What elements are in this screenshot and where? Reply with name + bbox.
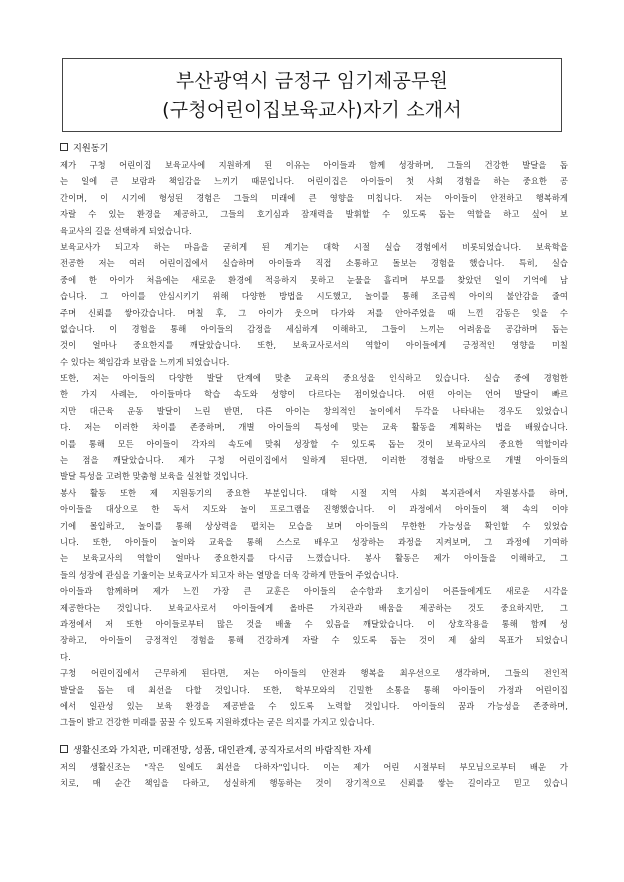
document-body — [60, 139, 568, 791]
paragraph-line: 육교사의 길을 선택하게 되었습니다. — [60, 225, 192, 236]
paragraph — [60, 583, 568, 665]
paragraph-line: 한 가지 사례는, 아이들마다 학습 속도와 성향이 다르다는 점이었습니다. 어떤 아이는 언어 발달이 빠르 — [60, 389, 568, 400]
paragraph-line: 에서 일관성 있는 보육 환경을 제공받을 수 있도록 노력할 것입니다. 아이들의 꿈과 가능성을 존중하며, — [60, 700, 568, 711]
paragraph-line: 없습니다. 이 경험을 통해 아이들의 감정을 세심하게 이해하고, 그들이 느끼는 어려움을 공감하며 돕는 — [60, 323, 568, 334]
paragraph-line: 아이들을 대상으로 한 독서 지도와 놀이 프로그램을 진행했습니다. 이 과정에서 아이들이 책 속의 이야 — [60, 504, 568, 515]
paragraph-line: 제공한다는 것입니다. 보육교사로서 아이들에게 올바른 가치관과 배움을 제공하는 것도 중요하지만, 그 — [60, 602, 568, 613]
paragraph-line: 다. — [60, 651, 71, 662]
section-heading — [60, 141, 568, 157]
paragraph — [60, 370, 568, 485]
paragraph-line: 발달을 돕는 데 최선을 다할 것입니다. 또한, 학부모와의 긴밀한 소통을 통해 아이들이 가정과 어린이집 — [60, 684, 568, 695]
paragraph-line: 다. 저는 이러한 차이를 존중하며, 개별 아이들의 특성에 맞는 교육 활동을 계획하는 법을 배웠습니다. — [60, 422, 568, 433]
paragraph — [60, 239, 568, 370]
paragraph-line: 저의 생활신조는 "작은 일에도 최선을 다하자"입니다. 이는 제가 어린 시절부터 부모님으로부터 배운 가 — [60, 761, 568, 772]
paragraph-line: 니다. 또한, 아이들이 놀이와 교육을 통해 스스로 배우고 성장하는 과정을 지켜보며, 그 과정에 기여하 — [60, 536, 568, 547]
paragraph-line: 구청 어린이집에서 근무하게 된다면, 저는 아이들의 안전과 행복을 최우선으로 생각하며, 그들의 전인적 — [60, 668, 568, 679]
paragraph-line: 전공한 저는 여러 어린이집에서 실습하며 아이들과 직접 소통하고 돌보는 경험을 했습니다. 특히, 실습 — [60, 258, 568, 269]
paragraph-line: 또한, 저는 아이들의 다양한 발달 단계에 맞춘 교육의 중요성을 인식하고 있습니다. 실습 중에 경험한 — [60, 373, 568, 384]
paragraph-line: 아이들과 함께하며 제가 느낀 가장 큰 교훈은 아이들의 순수함과 호기심이 어른들에게도 새로운 시각을 — [60, 586, 568, 597]
paragraph-line: 것이 얼마나 중요한지를 깨달았습니다. 또한, 보육교사로서의 역할이 아이들에게 긍정적인 영향을 미칠 — [60, 340, 568, 351]
square-bullet-icon — [60, 143, 68, 151]
paragraph-line: 지만 대근육 운동 발달이 느린 반면, 다른 아이는 창의적인 놀이에서 두각을 나타내는 경우도 있었습니 — [60, 405, 568, 416]
paragraph-line: 들의 성장에 관심을 기울이는 보육교사가 되고자 하는 열망을 더욱 강하게 만들어 주었습니다. — [60, 569, 399, 580]
paragraph-line: 보육교사가 되고자 하는 마음을 굳히게 된 계기는 대학 시절 실습 경험에서 비롯되었습니다. 보육학을 — [60, 241, 568, 252]
paragraph — [60, 665, 568, 731]
paragraph-line: 기에 몰입하고, 놀이를 통해 상상력을 펼치는 모습을 보며 아이들의 무한한 가능성을 확인할 수 있었습 — [60, 520, 568, 531]
document-title-line-2: (구청어린이집보육교사)자기 소개서 — [162, 99, 462, 121]
paragraph-line: 습니다. 그 아이를 안심시키기 위해 다양한 방법을 시도했고, 놀이를 통해 조금씩 아이의 불안감을 줄여 — [60, 291, 568, 302]
paragraph-line: 는 점을 깨달았습니다. 제가 구청 어린이집에서 일하게 된다면, 이러한 경험을 바탕으로 개별 아이들의 — [60, 455, 568, 466]
document-title-box — [62, 58, 562, 132]
paragraph-line: 발달 특성을 고려한 맞춤형 보육을 실천할 것입니다. — [60, 471, 249, 482]
paragraph-line: 이를 통해 모든 아이들이 각자의 속도에 맞춰 성장할 수 있도록 돕는 것이 보육교사의 중요한 역할이라 — [60, 438, 568, 449]
square-bullet-icon — [60, 745, 68, 753]
section-heading-text: 생활신조와 가치관, 미래전망, 성품, 대인관계, 공직자로서의 바람직한 자세 — [73, 744, 372, 756]
paragraph — [60, 157, 568, 239]
section-heading — [60, 743, 568, 759]
paragraph-line: 치로, 매 순간 책임을 다하고, 성실하게 행동하는 것이 장기적으로 신뢰를 쌓는 길이라고 믿고 있습니 — [60, 778, 568, 789]
paragraph-line: 는 보육교사의 역할이 얼마나 중요한지를 다시금 느꼈습니다. 봉사 활동은 제가 아이들을 이해하고, 그 — [60, 553, 568, 564]
paragraph-line: 장하고, 아이들이 긍정적인 경험을 통해 건강하게 자랄 수 있도록 돕는 것이 제 삶의 목표가 되었습니 — [60, 635, 568, 646]
paragraph — [60, 485, 568, 583]
section-heading-text: 지원동기 — [73, 143, 109, 154]
paragraph-line: 간이며, 이 시기에 형성된 경험은 그들의 미래에 큰 영향을 미칩니다. 저는 아이들이 안전하고 행복하게 — [60, 192, 568, 203]
paragraph-line: 과정에서 저 또한 아이들로부터 많은 것을 배울 수 있음을 깨달았습니다. 이 상호작용을 통해 함께 성 — [60, 618, 568, 629]
paragraph-line: 그들이 밝고 건강한 미래를 꿈꿀 수 있도록 지원하겠다는 굳은 의지를 가지고 있습니다. — [60, 717, 375, 728]
section — [60, 743, 568, 792]
paragraph — [60, 759, 568, 792]
paragraph-line: 주며 신뢰를 쌓아갔습니다. 며칠 후, 그 아이가 웃으며 다가와 저를 안아주었을 때 느낀 감동은 잊을 수 — [60, 307, 568, 318]
document-title-line-1: 부산광역시 금정구 임기제공무원 — [175, 70, 449, 92]
paragraph-line: 봉사 활동 또한 제 지원동기의 중요한 부분입니다. 대학 시절 지역 사회 복지관에서 자원봉사를 하며, — [60, 487, 568, 498]
section — [60, 141, 568, 731]
paragraph-line: 자랄 수 있는 환경을 제공하고, 그들의 호기심과 잠재력을 발휘할 수 있도록 돕는 역할을 하고 싶어 보 — [60, 209, 568, 220]
paragraph-line: 중에 한 아이가 처음에는 새로운 환경에 적응하지 못하고 눈물을 흘리며 부모를 찾았던 일이 기억에 남 — [60, 274, 568, 285]
paragraph-line: 수 있다는 책임감과 보람을 느끼게 되었습니다. — [60, 356, 230, 367]
paragraph-line: 제가 구청 어린이집 보육교사에 지원하게 된 이유는 아이들과 함께 성장하며, 그들의 건강한 발달을 돕 — [60, 160, 568, 170]
paragraph-line: 는 일에 큰 보람과 책임감을 느끼기 때문입니다. 어린이집은 아이들이 첫 사회 경험을 하는 중요한 공 — [60, 176, 568, 187]
